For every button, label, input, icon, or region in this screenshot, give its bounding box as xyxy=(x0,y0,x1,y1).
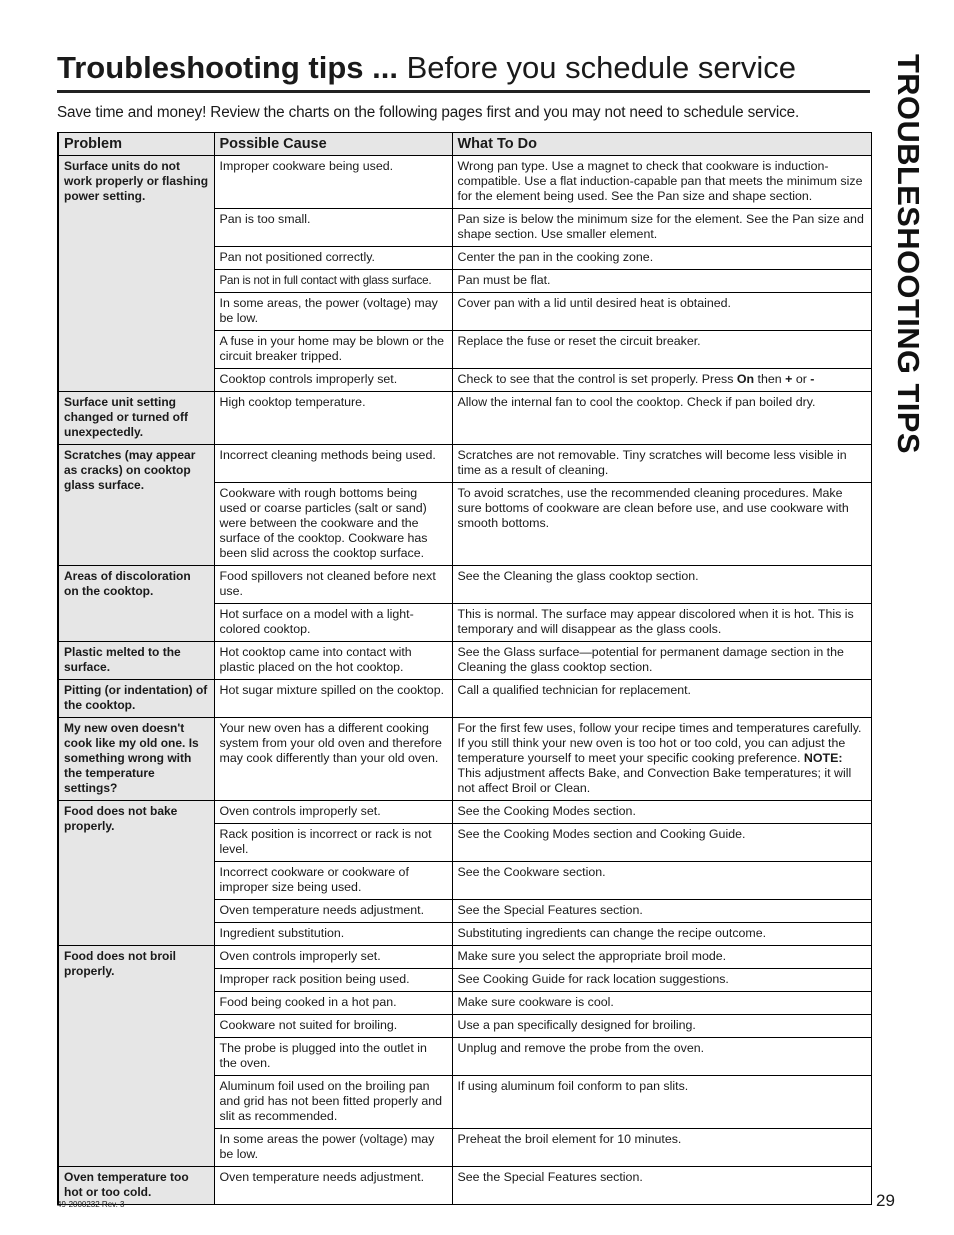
fix-text: This adjustment affects Bake, and Convection Bake temperatures; it will not affect Broil or Clean. xyxy=(457,766,852,795)
fix-cell: If using aluminum foil conform to pan slits. xyxy=(452,1076,871,1129)
cause-cell: Food spillovers not cleaned before next use. xyxy=(214,566,452,604)
cause-cell: Improper cookware being used. xyxy=(214,156,452,209)
fix-cell: Center the pan in the cooking zone. xyxy=(452,247,871,270)
fix-cell: Make sure cookware is cool. xyxy=(452,992,871,1015)
cause-cell: Pan is not in full contact with glass surface. xyxy=(214,270,452,293)
fix-text: or xyxy=(792,372,811,386)
fix-text: For the first few uses, follow your recipe times and temperatures carefully. If you still think your new oven is too hot or too cold, you can adjust the temperature yourself to meet your specific cooking preference. xyxy=(457,721,862,765)
cause-cell: Ingredient substitution. xyxy=(214,923,452,946)
intro-text: Save time and money! Review the charts on the following pages first and you may not need to schedule service. xyxy=(57,104,800,121)
page-title-regular: Before you schedule service xyxy=(398,50,797,85)
fix-cell: Make sure you select the appropriate broil mode. xyxy=(452,946,871,969)
fix-cell: Substituting ingredients can change the recipe outcome. xyxy=(452,923,871,946)
fix-cell: Unplug and remove the probe from the oven. xyxy=(452,1038,871,1076)
table-row xyxy=(58,642,871,680)
page-title-bold: Troubleshooting tips ... xyxy=(57,50,398,85)
table-row xyxy=(58,445,871,483)
cause-cell: In some areas the power (voltage) may be low. xyxy=(214,1129,452,1167)
fix-cell xyxy=(452,369,871,392)
fix-cell: See the Cooking Modes section and Cooking Guide. xyxy=(452,824,871,862)
header-what-to-do: What To Do xyxy=(452,133,871,156)
cause-cell: Cookware with rough bottoms being used or coarse particles (salt or sand) were between the cookware and the surface of the cooktop. Cookware has been slid across the cooktop surface. xyxy=(214,483,452,566)
fix-cell: Use a pan specifically designed for broiling. xyxy=(452,1015,871,1038)
table-header-row xyxy=(58,133,871,156)
fix-cell: Call a qualified technician for replacement. xyxy=(452,680,871,718)
problem-cell: Surface units do not work properly or flashing power setting. xyxy=(58,156,214,392)
document-code: 49-2000232 Rev. 3 xyxy=(57,1200,125,1209)
table-row xyxy=(58,946,871,969)
cause-cell: Oven temperature needs adjustment. xyxy=(214,900,452,923)
cause-cell: Improper rack position being used. xyxy=(214,969,452,992)
cause-cell: Hot sugar mixture spilled on the cooktop. xyxy=(214,680,452,718)
fix-text: Check to see that the control is set properly. Press xyxy=(457,372,737,386)
table-body xyxy=(58,156,871,1205)
fix-cell: To avoid scratches, use the recommended cleaning procedures. Make sure bottoms of cookware are clean before use, and use cookware with smooth bottoms. xyxy=(452,483,871,566)
cause-cell: Aluminum foil used on the broiling pan and grid has not been fitted properly and slit as recommended. xyxy=(214,1076,452,1129)
cause-cell: In some areas, the power (voltage) may be low. xyxy=(214,293,452,331)
header-problem: Problem xyxy=(58,133,214,156)
fix-cell: See the Special Features section. xyxy=(452,900,871,923)
problem-cell: Food does not broil properly. xyxy=(58,946,214,1167)
fix-cell: See the Cooking Modes section. xyxy=(452,801,871,824)
fix-cell: Pan size is below the minimum size for the element. See the Pan size and shape section. Use smaller element. xyxy=(452,209,871,247)
cause-cell: Hot cooktop came into contact with plastic placed on the hot cooktop. xyxy=(214,642,452,680)
cause-cell: Incorrect cleaning methods being used. xyxy=(214,445,452,483)
cause-cell: Oven controls improperly set. xyxy=(214,946,452,969)
fix-cell: See the Cleaning the glass cooktop section. xyxy=(452,566,871,604)
fix-text: then xyxy=(754,372,786,386)
fix-text-emphasis: - xyxy=(810,372,815,386)
page-number: 29 xyxy=(876,1191,895,1210)
cause-cell: Incorrect cookware or cookware of improper size being used. xyxy=(214,862,452,900)
cause-cell: Rack position is incorrect or rack is not level. xyxy=(214,824,452,862)
side-tab xyxy=(872,50,932,460)
fix-cell: Allow the internal fan to cool the cooktop. Check if pan boiled dry. xyxy=(452,392,871,445)
fix-text-emphasis: On xyxy=(736,372,755,386)
fix-cell: See the Cookware section. xyxy=(452,862,871,900)
troubleshooting-table xyxy=(57,132,872,1205)
cause-cell: A fuse in your home may be blown or the circuit breaker tripped. xyxy=(214,331,452,369)
cause-cell: The probe is plugged into the outlet in the oven. xyxy=(214,1038,452,1076)
problem-cell: Oven temperature too hot or too cold. xyxy=(58,1167,214,1205)
cause-cell: High cooktop temperature. xyxy=(214,392,452,445)
table-row xyxy=(58,718,871,801)
cause-cell: Pan not positioned correctly. xyxy=(214,247,452,270)
table-row xyxy=(58,801,871,824)
fix-cell: Replace the fuse or reset the circuit breaker. xyxy=(452,331,871,369)
fix-cell: See Cooking Guide for rack location suggestions. xyxy=(452,969,871,992)
problem-cell: Pitting (or indentation) of the cooktop. xyxy=(58,680,214,718)
cause-cell: Pan is too small. xyxy=(214,209,452,247)
table-row xyxy=(58,680,871,718)
fix-cell xyxy=(452,718,871,801)
cause-cell: Oven controls improperly set. xyxy=(214,801,452,824)
cause-cell: Your new oven has a different cooking system from your old oven and therefore may cook differently than your old oven. xyxy=(214,718,452,801)
title-rule xyxy=(57,90,870,93)
fix-cell: See the Glass surface—potential for permanent damage section in the Cleaning the glass cooktop section. xyxy=(452,642,871,680)
fix-cell: This is normal. The surface may appear discolored when it is hot. This is temporary and will disappear as the glass cools. xyxy=(452,604,871,642)
cause-cell: Oven temperature needs adjustment. xyxy=(214,1167,452,1205)
fix-cell: See the Special Features section. xyxy=(452,1167,871,1205)
table-row xyxy=(58,566,871,604)
fix-text-emphasis: + xyxy=(785,372,793,386)
fix-cell: Wrong pan type. Use a magnet to check that cookware is induction-compatible. Use a flat induction-capable pan that meets the minimum size for the element being used. See the Pan size and shape section. xyxy=(452,156,871,209)
table-row xyxy=(58,392,871,445)
side-tab-label: TROUBLESHOOTING TIPS xyxy=(891,54,926,457)
cause-cell: Cookware not suited for broiling. xyxy=(214,1015,452,1038)
fix-cell: Preheat the broil element for 10 minutes. xyxy=(452,1129,871,1167)
problem-cell: Surface unit setting changed or turned off unexpectedly. xyxy=(58,392,214,445)
cause-cell: Food being cooked in a hot pan. xyxy=(214,992,452,1015)
fix-cell: Cover pan with a lid until desired heat is obtained. xyxy=(452,293,871,331)
fix-text-emphasis: NOTE: xyxy=(803,751,843,765)
cause-cell: Hot surface on a model with a light-colored cooktop. xyxy=(214,604,452,642)
cause-cell: Cooktop controls improperly set. xyxy=(214,369,452,392)
fix-cell: Pan must be flat. xyxy=(452,270,871,293)
problem-cell: Plastic melted to the surface. xyxy=(58,642,214,680)
problem-cell: Areas of discoloration on the cooktop. xyxy=(58,566,214,642)
page-title xyxy=(57,50,796,86)
problem-cell: Food does not bake properly. xyxy=(58,801,214,946)
table-row xyxy=(58,1167,871,1205)
problem-cell: My new oven doesn't cook like my old one. Is something wrong with the temperature settings? xyxy=(58,718,214,801)
fix-cell: Scratches are not removable. Tiny scratches will become less visible in time as a result of cleaning. xyxy=(452,445,871,483)
table-row xyxy=(58,156,871,209)
problem-cell: Scratches (may appear as cracks) on cooktop glass surface. xyxy=(58,445,214,566)
header-possible-cause: Possible Cause xyxy=(214,133,452,156)
